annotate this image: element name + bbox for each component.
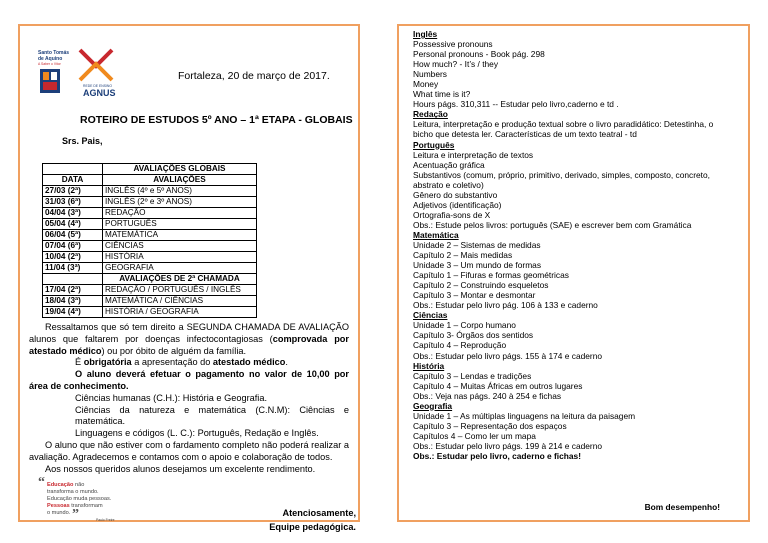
table-row: 05/04 (4ª) PORTUGUÊS — [43, 219, 257, 230]
payment-paragraph: O aluno deverá efetuar o pagamento no valor de 10,00 por área de conhecimento. — [29, 369, 349, 391]
content-line: Capítulo 4 – Muitas Áfricas em outros lugares — [413, 380, 583, 391]
closing-regards: Atenciosamente, — [282, 508, 356, 518]
logo-school-line1: Santo Tomás — [38, 50, 70, 56]
table-row: 06/04 (5ª) MATEMÁTICA — [43, 230, 257, 241]
content-line: Capítulo 4 – Reprodução — [413, 340, 507, 351]
content-line: Adjetivos (identificação) — [413, 199, 502, 210]
document-date: Fortaleza, 20 de março de 2017. — [178, 70, 330, 82]
study-content-list — [413, 29, 748, 461]
content-line: Gênero do substantivo — [413, 189, 498, 200]
content-line: Obs.: Estudar pelo livro pág. 106 à 133 e caderno — [413, 300, 598, 311]
content-line: Capítulo 3 – Lendas e tradições — [413, 370, 532, 381]
good-performance-note: Bom desempenho! — [644, 502, 720, 512]
svg-text:transforma o mundo.: transforma o mundo. — [47, 489, 99, 495]
subject-heading: História — [413, 360, 445, 371]
content-line: How much? - It’s / they — [413, 59, 499, 70]
logo-school-line2: de Aquino — [38, 56, 63, 62]
table-row: 31/03 (6ª) INGLÊS (2º e 3º ANOS) — [43, 197, 257, 208]
content-line: Obs.: Estudar pelo livro, caderno e fichas! — [413, 450, 582, 461]
svg-text:Pessoas transformam: Pessoas transformam — [47, 503, 103, 509]
notice-paragraphs — [29, 322, 349, 475]
content-line: Capítulo 3- Órgãos dos sentidos — [413, 330, 534, 341]
content-line: Obs.: Estudar pelo livro págs. 199 à 214 e caderno — [413, 440, 603, 451]
content-line: Acentuação gráfica — [413, 159, 485, 170]
content-line: Ortografia-sons de X — [413, 209, 491, 220]
subject-heading: Geografia — [413, 400, 453, 411]
content-line: Numbers — [413, 69, 447, 80]
content-line: Capítulo 2 – Construindo esqueletos — [413, 280, 549, 291]
content-line: Capítulo 3 – Representação dos espaços — [413, 420, 567, 431]
document-title: ROTEIRO DE ESTUDOS 5º ANO – 1ª ETAPA - GLOBAIS — [80, 114, 353, 126]
content-line: Money — [413, 79, 439, 90]
second-call-header: AVALIAÇÕES DE 2ª CHAMADA — [103, 274, 257, 285]
table-row: 10/04 (2ª) HISTÓRIA — [43, 252, 257, 263]
content-line: Substantivos (comum, próprio, primitivo, derivado, simples, composto, concreto, — [413, 169, 710, 180]
subject-heading: Português — [413, 139, 455, 150]
subject-heading: Redação — [413, 109, 448, 120]
area-humanas: Ciências humanas (C.H.): História e Geografia. — [75, 392, 267, 403]
quote-close-icon: ” — [72, 507, 79, 522]
logo-school-line3: A Saber o Vitor — [38, 62, 61, 66]
content-line: Obs.: Estudar pelo livro págs. 155 à 174 e caderno — [413, 350, 603, 361]
logo-network-name: AGNUS — [83, 88, 116, 98]
content-line: Capítulo 3 – Montar e desmontar — [413, 290, 536, 301]
content-line: Obs.: Estude pelos livros: português (SAE) e escrever bem com Gramática — [413, 219, 692, 230]
subject-heading: Ciências — [413, 310, 448, 321]
content-line: abstrato e coletivo) — [413, 179, 484, 190]
table-row: 18/04 (3ª) MATEMÁTICA / CIÊNCIAS — [43, 296, 257, 307]
content-line: Leitura e interpretação de textos — [413, 149, 534, 160]
content-line: What time is it? — [413, 89, 471, 100]
right-page — [397, 24, 750, 522]
table-row: 27/03 (2ª) INGLÊS (4º e 5º ANOS) — [43, 186, 257, 197]
subject-heading: Matemática — [413, 229, 459, 240]
content-line: Unidade 2 – Sistemas de medidas — [413, 239, 541, 250]
svg-text:Educação não: Educação não — [47, 482, 85, 488]
closing — [260, 506, 356, 534]
content-line: Leitura, interpretação e produção textual sobre o livro paradidático: Detestinha, o — [413, 119, 714, 130]
content-line: Hours págs. 310,311 -- Estudar pelo livro,caderno e td . — [413, 99, 619, 110]
table-header: AVALIAÇÕES GLOBAIS — [103, 164, 257, 175]
table-row: 04/04 (3ª) REDAÇÃO — [43, 208, 257, 219]
subject-heading: Inglês — [413, 29, 438, 39]
content-line: Obs.: Veja nas págs. 240 à 254 e fichas — [413, 390, 562, 401]
area-natureza: Ciências da natureza e matemática (C.N.M): Ciências e matemática. — [75, 404, 349, 427]
salutation: Srs. Pais, — [62, 136, 103, 146]
school-logo — [38, 46, 124, 98]
closing-team: Equipe pedagógica. — [269, 522, 356, 532]
svg-text:Educação muda pessoas.: Educação muda pessoas. — [47, 496, 112, 502]
education-quote — [38, 474, 128, 524]
left-page — [18, 24, 360, 532]
wishes-paragraph: Aos nossos queridos alunos desejamos um excelente rendimento. — [45, 463, 316, 474]
column-evaluations: AVALIAÇÕES — [103, 175, 257, 186]
logo-network-line: REDE DE ENSINO — [83, 84, 113, 88]
quote-author: Paulo Freire — [96, 518, 115, 522]
svg-text:o mundo.: o mundo. — [47, 510, 71, 516]
evaluations-table — [42, 163, 257, 318]
quote-open-icon: “ — [38, 475, 45, 490]
content-line: Capítulo 1 – Fifuras e formas geométricas — [413, 270, 569, 281]
content-line: Capítulo 2 – Mais medidas — [413, 250, 513, 261]
table-row: 07/04 (6ª) CIÊNCIAS — [43, 241, 257, 252]
table-row: 11/04 (3ª) GEOGRAFIA — [43, 263, 257, 274]
table-row: 17/04 (2ª) REDAÇÃO / PORTUGUÊS / INGLÊS — [43, 285, 257, 296]
area-linguagens: Linguagens e códigos (L. C.): Português, Redação e Inglês. — [75, 428, 319, 439]
second-call-paragraph: Ressaltamos que só tem direito a SEGUNDA CHAMADA DE AVALIAÇÃO alunos que faltarem por doenças infectocontagiosas (comprovada por atestado médico) ou por óbito de alguém da família. — [29, 322, 349, 356]
certificate-paragraph: É obrigatória a apresentação do atestado médico. — [75, 357, 288, 368]
content-line: Unidade 1 – Corpo humano — [413, 320, 516, 331]
content-line: Personal pronouns - Book pág. 298 — [413, 49, 545, 60]
content-line: Unidade 1 – As múltiplas linguagens na leitura da paisagem — [413, 410, 636, 421]
content-line: bicho que detesta ler. Características de um texto teatral - td — [413, 129, 637, 140]
content-line: Possessive pronouns — [413, 39, 493, 50]
uniform-paragraph: O aluno que não estiver com o fardamento completo não poderá realizar a avaliação. Agradecemos e contamos com o apoio e colaboração de todos. — [29, 439, 349, 462]
column-date: DATA — [43, 175, 103, 186]
content-line: Capítulos 4 – Como ler um mapa — [413, 430, 536, 441]
table-row: 19/04 (4ª) HISTÓRIA / GEOGRAFIA — [43, 307, 257, 318]
content-line: Unidade 3 – Um mundo de formas — [413, 260, 542, 271]
